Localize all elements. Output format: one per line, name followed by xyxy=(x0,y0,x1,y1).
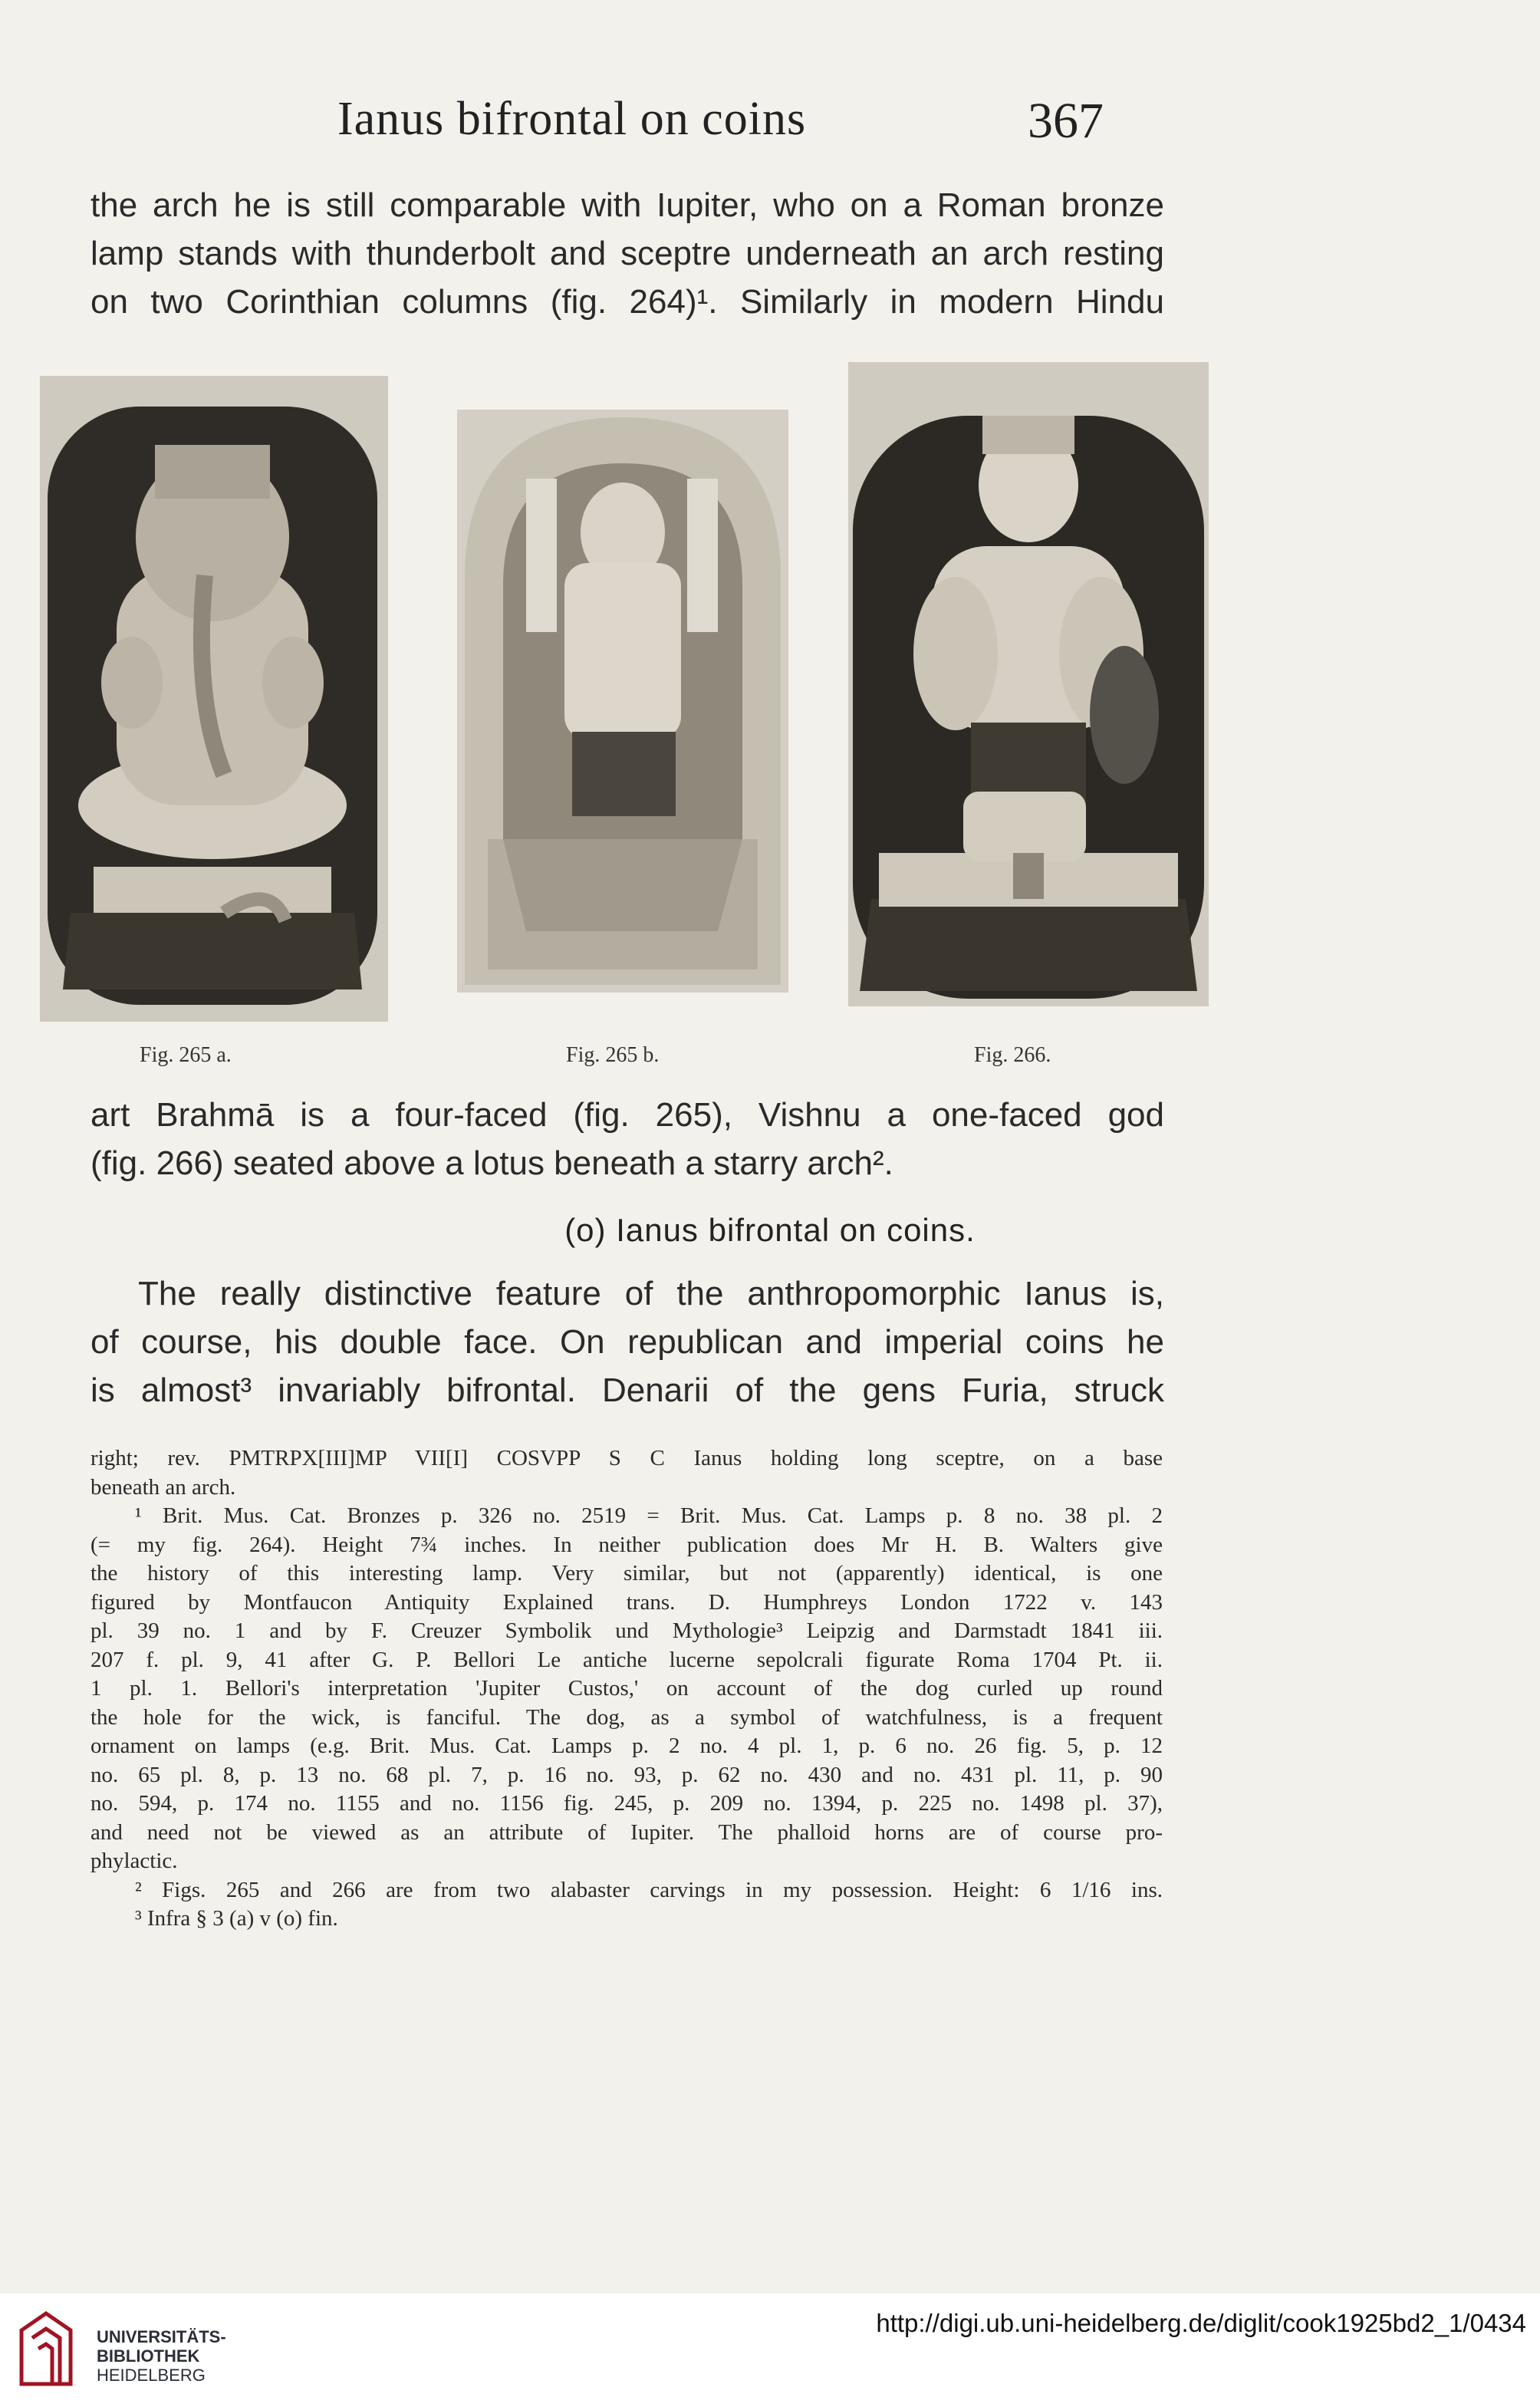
footnote-line: ³ Infra § 3 (a) v (o) fin. xyxy=(135,1906,338,1931)
figure-265b-photo xyxy=(457,410,788,993)
footnote-line: no. 594, p. 174 no. 1155 and no. 1156 fig. 245, p. 209 no. 1394, p. 225 no. 1498 pl. 37), xyxy=(90,1791,1163,1816)
section-heading: (o) Ianus bifrontal on coins. xyxy=(564,1212,976,1248)
footnote-line: ¹ Brit. Mus. Cat. Bronzes p. 326 no. 2519 = Brit. Mus. Cat. Lamps p. 8 no. 38 pl. 2 xyxy=(135,1503,1163,1528)
text-line: (fig. 266) seated above a lotus beneath a starry arch². xyxy=(90,1144,893,1182)
text-line: is almost³ invariably bifrontal. Denarii of the gens Furia, struck xyxy=(90,1371,1164,1409)
library-logo-icon xyxy=(15,2307,84,2392)
text-line: The really distinctive feature of the anthropomorphic Ianus is, xyxy=(138,1275,1164,1312)
footnote-line: beneath an arch. xyxy=(90,1474,236,1500)
section-paragraph xyxy=(90,1269,1164,1414)
footer-bar xyxy=(0,2293,1540,2407)
footnote-line: ² Figs. 265 and 266 are from two alabaster carvings in my possession. Height: 6 1/16 ins. xyxy=(135,1877,1163,1902)
footnote-line: pl. 39 no. 1 and by F. Creuzer Symbolik und Mythologie³ Leipzig and Darmstadt 1841 iii. xyxy=(90,1618,1163,1643)
source-url-link[interactable]: http://digi.ub.uni-heidelberg.de/diglit/cook1925bd2_1/0434 xyxy=(876,2309,1526,2337)
footnote-line: phylactic. xyxy=(90,1849,178,1873)
footnote-line: (= my fig. 264). Height 7¾ inches. In neither publication does Mr H. B. Walters give xyxy=(90,1532,1163,1557)
text-line: of course, his double face. On republican and imperial coins he xyxy=(90,1323,1164,1361)
footnote-line: ornament on lamps (e.g. Brit. Mus. Cat. Lamps p. 2 no. 4 pl. 1, p. 6 no. 26 fig. 5, p. 12 xyxy=(90,1734,1163,1758)
footnotes xyxy=(90,1444,1163,1934)
figure-row xyxy=(0,362,1540,1022)
figure-caption-265a: Fig. 265 a. xyxy=(140,1043,232,1067)
running-head-title: Ianus bifrontal on coins xyxy=(337,93,807,145)
logo-text xyxy=(97,2327,226,2385)
figure-265a-photo xyxy=(40,376,388,1022)
intro-paragraph xyxy=(90,181,1164,326)
footnote-line: and need not be viewed as an attribute of Iupiter. The phalloid horns are of course pro- xyxy=(90,1819,1163,1845)
figure-266-photo xyxy=(848,362,1209,1006)
page-number: 367 xyxy=(1028,93,1104,149)
logo-line: BIBLIOTHEK xyxy=(97,2346,200,2366)
logo-line: HEIDELBERG xyxy=(97,2366,206,2385)
text-line: on two Corinthian columns (fig. 264)¹. Similarly in modern Hindu xyxy=(90,283,1164,321)
after-figures-paragraph xyxy=(90,1091,1164,1187)
logo-line: UNIVERSITÄTS- xyxy=(97,2327,226,2346)
running-head xyxy=(0,92,1540,161)
footnote-line: 207 f. pl. 9, 41 after G. P. Bellori Le antiche lucerne sepolcrali figurate Roma 1704 Pt. ii. xyxy=(90,1647,1163,1672)
footnote-line: right; rev. PMTRPX[III]MP VII[I] COSVPP S C Ianus holding long sceptre, on a base xyxy=(90,1446,1163,1470)
text-line: art Brahmā is a four-faced (fig. 265), Vishnu a one-faced god xyxy=(90,1096,1164,1134)
footnote-line: the hole for the wick, is fanciful. The dog, as a symbol of watchfulness, is a frequent xyxy=(90,1704,1163,1730)
text-line: lamp stands with thunderbolt and sceptre underneath an arch resting xyxy=(90,235,1164,272)
text-line: the arch he is still comparable with Iupiter, who on a Roman bronze xyxy=(90,186,1164,224)
footnote-line: 1 pl. 1. Bellori's interpretation 'Jupiter Custos,' on account of the dog curled up round xyxy=(90,1676,1163,1701)
footnote-line: no. 65 pl. 8, p. 13 no. 68 pl. 7, p. 16 no. 93, p. 62 no. 430 and no. 431 pl. 11, p. 90 xyxy=(90,1762,1163,1787)
footnote-line: the history of this interesting lamp. Very similar, but not (apparently) identical, is one xyxy=(90,1561,1163,1585)
figure-caption-266: Fig. 266. xyxy=(974,1043,1051,1067)
library-logo[interactable] xyxy=(15,2307,245,2392)
figure-caption-265b: Fig. 265 b. xyxy=(566,1043,660,1067)
footnote-line: figured by Montfaucon Antiquity Explained trans. D. Humphreys London 1722 v. 143 xyxy=(90,1589,1163,1615)
